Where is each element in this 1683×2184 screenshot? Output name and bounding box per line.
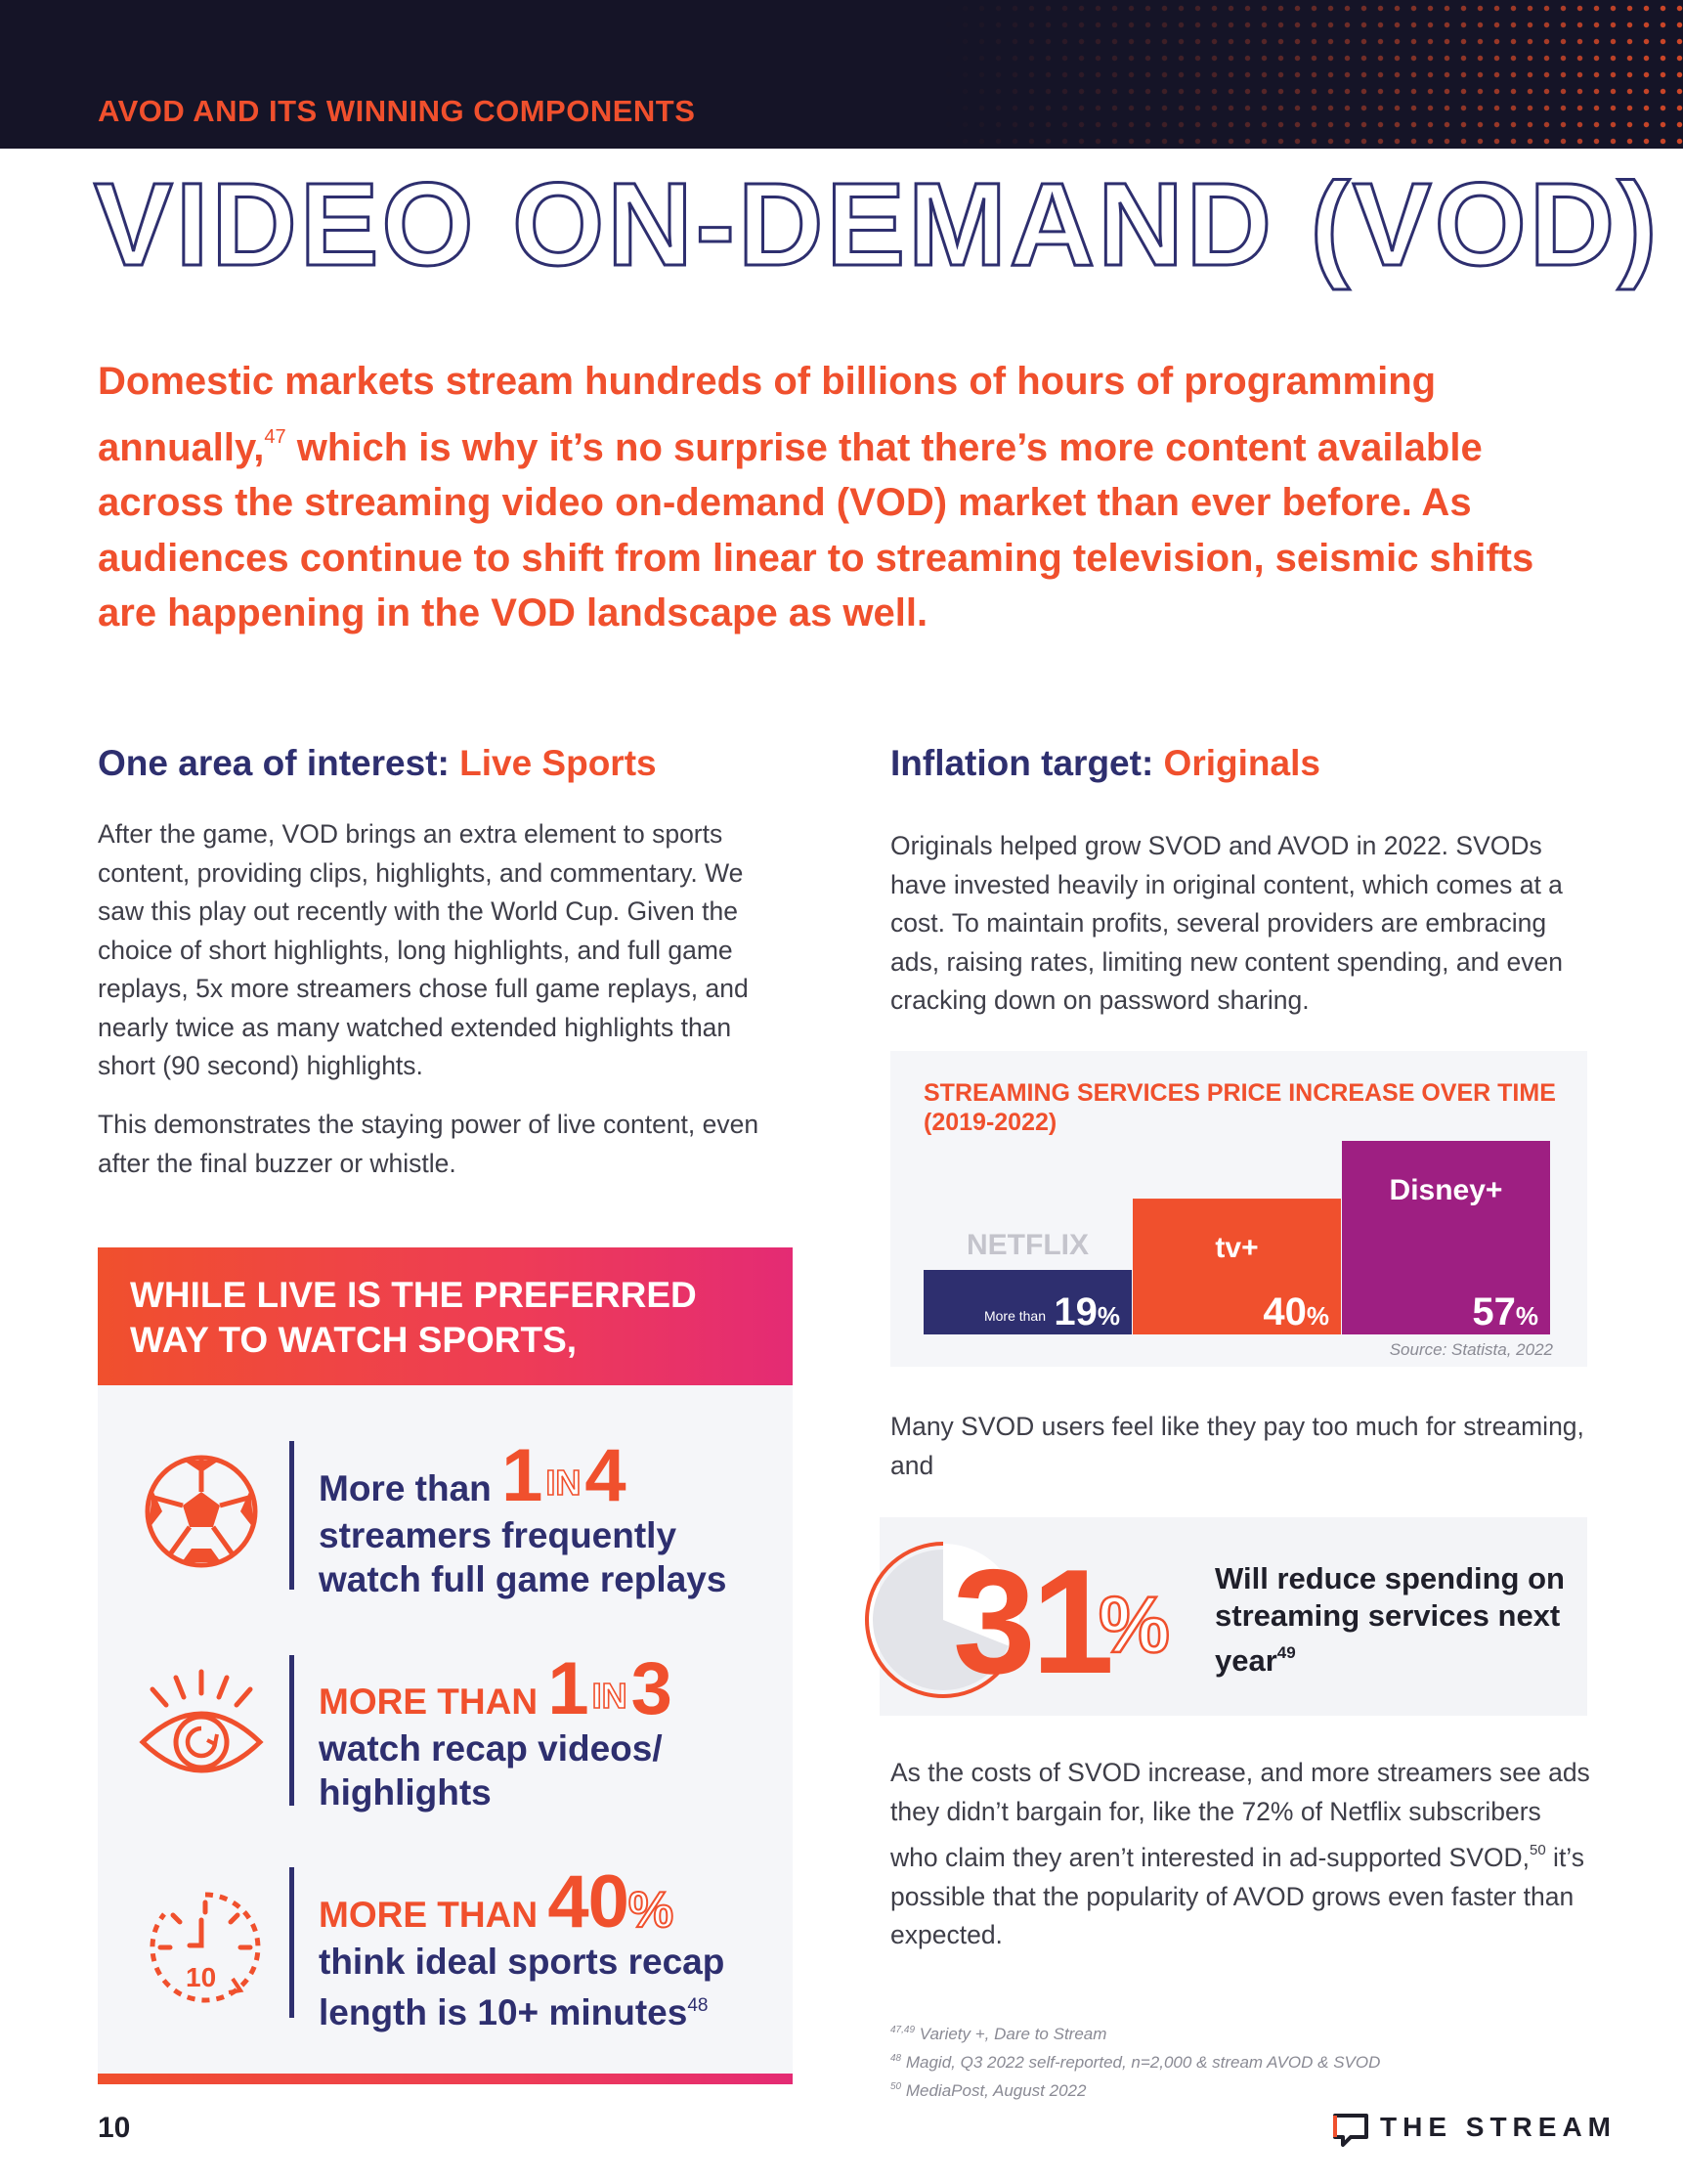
footnote: $^{48}$ Magid, Q3 2022 self-reported, n=2,000 & stream AVOD & SVOD [890, 2053, 1381, 2072]
live-content-paragraph: This demonstrates the staying power of live content, even after the final buzzer or whistle. [98, 1110, 759, 1178]
avod-growth-paragraph: As the costs of SVOD increase, and more streamers see ads they didn’t bargain for, like the 72% of Netflix subscribers who claim they aren’t interested in ad-supported SVOD,$^{50}$ it’s possible that the popularity of AVOD grows even faster than expected. [890, 1758, 1590, 1949]
chart-value-label: 40% [1263, 1290, 1329, 1333]
chat-bubble-icon [1329, 2110, 1372, 2149]
header-band [0, 0, 1683, 149]
footnote-ref: 47 [264, 425, 286, 448]
originals-paragraph: Originals helped grow SVOD and AVOD in 2022. SVODs have invested heavily in original content, which comes at a cost. To maintain profits, several providers are embracing ads, raising rates, limiting new content spending, and even cracking down on password sharing. [890, 831, 1563, 1015]
section-label: AVOD AND ITS WINNING COMPONENTS [98, 94, 696, 128]
stat-divider [289, 1655, 294, 1806]
page-number: 10 [98, 2112, 131, 2144]
stat-full-replays: More than 1 IN4 streamers frequently watch full game replays [319, 1434, 727, 1599]
callout-title: WHILE LIVE IS THE PREFERRED WAY TO WATCH SPORTS, [130, 1275, 697, 1360]
callout-footer-bar [98, 2074, 793, 2084]
svod-users-paragraph: Many SVOD users feel like they pay too much for streaming, and [890, 1412, 1584, 1480]
originals-heading: Inflation target: Originals [890, 743, 1320, 783]
footnotes [890, 2018, 1575, 2103]
live-sports-paragraph: After the game, VOD brings an extra element to sports content, providing clips, highlights, and commentary. We saw this play out recently with the World Cup. Given the choice of short highlights, long highlights, and full game replays, 5x more streamers chose full game replays, and nearly twice as many watched extended highlights than short (90 second) highlights. [98, 819, 749, 1080]
stat-recap-videos: MORE THAN 1 IN3 watch recap videos/ highlights [319, 1647, 671, 1813]
footnote: $^{47,49}$ Variety +, Dare to Stream [890, 2025, 1107, 2043]
stat-divider [289, 1441, 294, 1590]
intro-paragraph: Domestic markets stream hundreds of billions of hours of programming annually,$^{47}$ which is why it’s no surprise that there’s more content available across the streaming video on-demand (VOD) market than ever before. As audiences continue to shift from linear to streaming television, seismic shifts are happening in the VOD landscape as well. [98, 360, 1534, 634]
eye-replay-icon [137, 1666, 266, 1783]
chart-category-label: Disney+ [1389, 1174, 1503, 1206]
chart-title: STREAMING SERVICES PRICE INCREASE OVER TIME (2019-2022) [924, 1079, 1556, 1136]
callout-header [98, 1247, 793, 1385]
chart-source: Source: Statista, 2022 [1389, 1340, 1553, 1359]
stat-divider [289, 1867, 294, 2018]
price-increase-chart [890, 1051, 1587, 1367]
clock-timer-icon [147, 1889, 264, 2006]
chart-value-label: 57% [1472, 1290, 1538, 1333]
stat-recap-length: MORE THAN 40% think ideal sports recap length is 10+ minutes$^{48}$ [319, 1860, 725, 2032]
stat-31-text: Will reduce spending on streaming services next year$^{49}$ [1215, 1561, 1565, 1678]
soccer-ball-icon [143, 1453, 260, 1570]
timer-label: 10 [186, 1962, 217, 1992]
live-sports-heading: One area of interest: Live Sports [98, 743, 657, 783]
chart-canvas [890, 1051, 1587, 1367]
footnote: $^{50}$ MediaPost, August 2022 [890, 2081, 1087, 2100]
chart-value-label: 19% [1054, 1290, 1120, 1333]
dot-pattern-decoration [940, 0, 1683, 149]
page-title: VIDEO ON-DEMAND (VOD) [94, 157, 1661, 290]
stat-31-value: 31 [953, 1539, 1111, 1705]
chart-category-label: NETFLIX [967, 1229, 1089, 1261]
chart-value-prefix: More than [983, 1308, 1046, 1324]
stat-31-percent: % [1099, 1581, 1170, 1670]
chart-category-label: tv+ [1215, 1232, 1259, 1265]
